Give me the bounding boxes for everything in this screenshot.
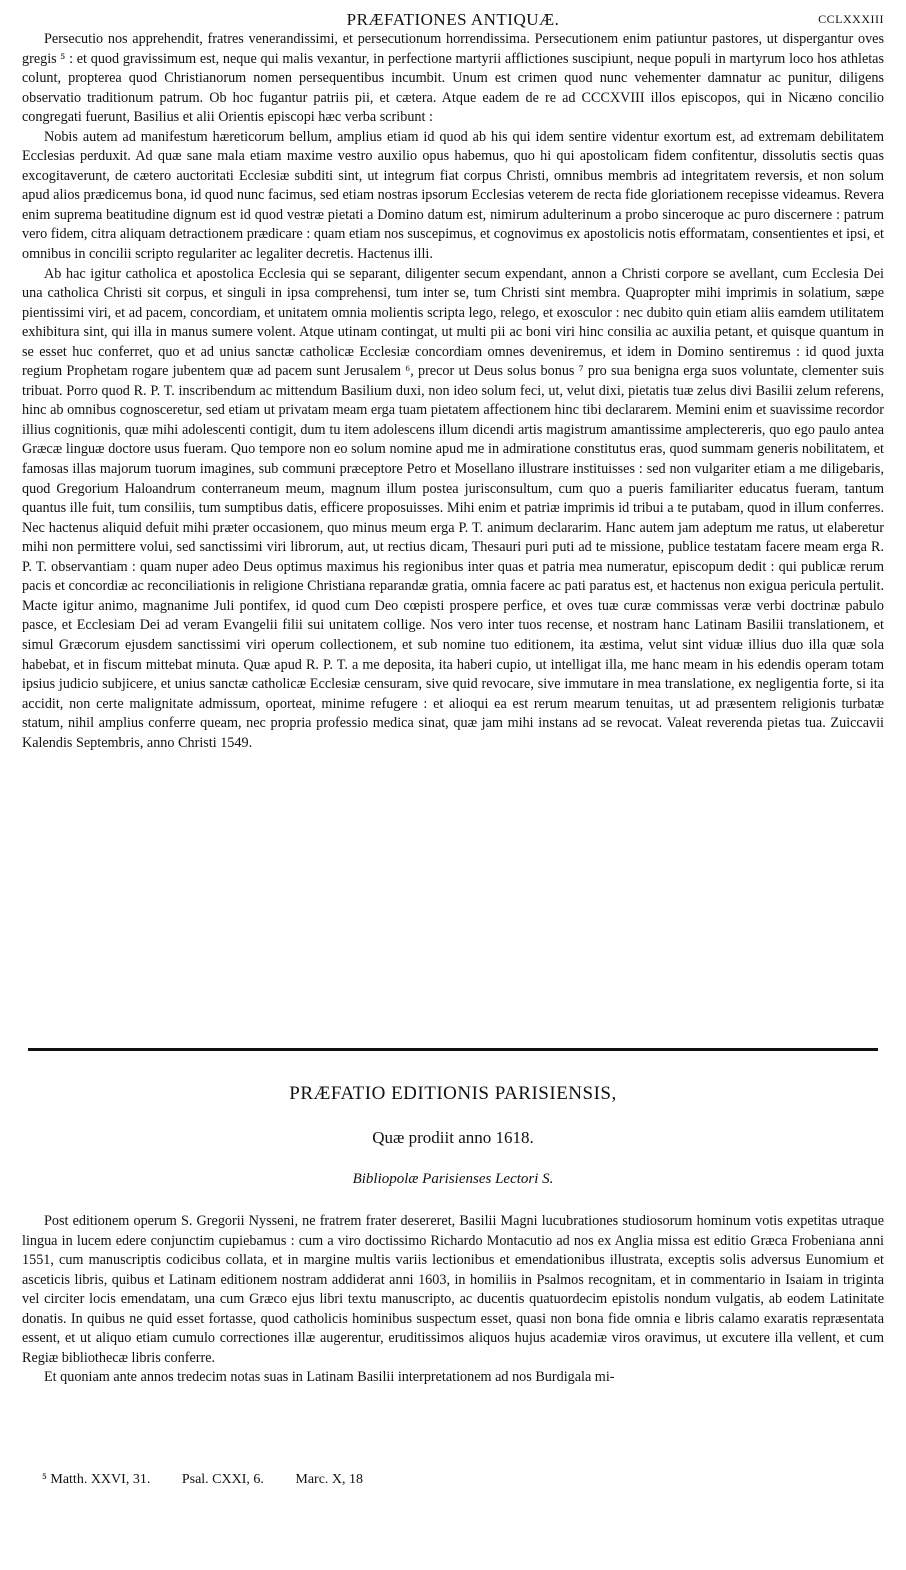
footnote: ⁵ Matth. XXVI, 31. — [42, 1472, 151, 1487]
footnote: Psal. CXXI, 6. — [181, 1472, 264, 1487]
paragraph: Post editionem operum S. Gregorii Nysseni, ne fratrem frater desereret, Basilii Magni lucubrationes studiosorum hominum votis expetitas utraque lingua in lucem edere conjunctim cupiebamus : cum a viro doctissimo Richardo Montacutio ad nos ex Anglia missa est editio Græca Frobeniana anni 1551, cum manuscriptis codicibus collata, et in margine multis variis lectionibus et emendationibus illustrata, exceptis solis adversus Eunomium et asceticis libris, quibus et Latinam editionem nostram addiderat anni 1603, in homiliis in Psalmos recognitam, et in commentario in Isaiam in triginta vel circiter locis emendatam, una cum Græco ejus libri textu manuscripto, ac ducentis quatuordecim epistolis nondum vulgatis, ab eodem Latinitate donatis. In quibus ne quid esset fortasse, quod catholicis hominibus suspectum esset, quasi non bona fide omnia e libris calamo exaratis repræsentata essent, et ut aliquo etiam cumulo correctiones illæ augerentur, eruditissimos aliquos hujus academiæ viros oravimus, ut excutere illa vellent, et cum Regiæ bibliothecæ libris conferre. — [22, 1213, 884, 1366]
section-title: PRÆFATIO EDITIONIS PARISIENSIS, — [289, 1083, 617, 1104]
paragraph: Persecutio nos apprehendit, fratres venerandissimi, et persecutionum horrendissima. Persecutionem enim patiuntur pastores, ut dispergantur oves gregis ⁵ : et quod gravissimum est, neque qui malis vexantur, in perfectione martyrii afflictiones suscipiunt, neque populi in martyrum loco hos athletas colunt, propterea quod Christianorum nomen persequentibus incumbit. Unum est crimen quod nunc vehementer damnatur ac punitur, diligens observatio traditionum patrum. Ob hoc fugantur patriis pii, et cætera. Atque eadem de re ad CCCXVIII illos episcopos, qui in Nicæno concilio congregati fuerunt, Basilius et alii Orientis episcopi hæc verba scribunt : — [22, 31, 884, 126]
paragraph: Nobis autem ad manifestum hæreticorum bellum, amplius etiam id quod ab his qui idem sentire videntur exortum est, ad extremam debilitatem Ecclesias perduxit. Ad quæ sane mala etiam maxime vestro auxilio opus habemus, quo hi qui apostolicam fidem confitentur, dissolutis sectis quas excogitaverunt, de cætero auctoritati Ecclesiæ subditi sint, ut integrum fiat corpus Christi, omnibus membris ad integritatem reversis, et non solum apud alios prædicemus bona, id quod nunc facimus, sed etiam nostras ipsorum Ecclesias veterem de recta fide gloriationem recepisse videamus. Revera enim suprema beatitudine dignum est id quod vestræ pietati a Domino datum est, nimirum adulterinum a probo sinceroque ac puro discernere : patrum vero fidem, citra aliquam detractionem prædicare : quam etiam nos suscepimus, et cognovimus ex apostolicis notis efformatam, consentientes et ipsi, et omnibus in concilii scripto regulariter ac legaliter decretis. Hactenus illi. — [22, 128, 884, 263]
running-head — [0, 8, 906, 32]
paragraph: Et quoniam ante annos tredecim notas suas in Latinam Basilii interpretationem ad nos Burdigala mi- — [44, 1369, 615, 1386]
paragraph: Ab hac igitur catholica et apostolica Ecclesia qui se separant, diligenter secum expendant, annon a Christi corpore se avellant, cum Ecclesia Dei una catholica Christi sit corpus, et singuli in ipsa comprehensi, tum inter se, tum Christi sint membra. Quapropter mihi imprimis in solatium, sæpe pientissimi viri, et ad pacem, concordiam, et unitatem omnia molientis scripta lego, relego, et exosculor : nec dubito quin etiam aliis eamdem utilitatem exhibitura sint, qui illa in manus sumere volent. Atque utinam contingat, ut multi pii ac boni viri hinc consilia ac auxilia petant, et quisque quantum in se esset huc conferret, quo et ad unius sanctæ catholicæ Ecclesiæ concordiam omnes deveniremus, et idem in Domino sentiremus : id quod juxta regium Prophetam rogare jubentem quæ ad pacem sunt Jerusalem ⁶, precor ut Deus solus bonus ⁷ pro sua benigna erga suos voluntate, clementer suis tribuat. Porro quod R. P. T. inscribendum ac mittendum Basilium duxi, non ideo solum feci, ut, velut dixi, pietatis tuæ zelus divi Basilii zelum referens, hinc ab omnibus cognosceretur, sed etiam ut privatam meam erga tuam pietatem affectionem hinc tibi declararem. Memini enim et suavissime recordor illius cognitionis, quæ mihi adolescenti contigit, dum tu item adolescens illum dicendi artis magistrum amantissime amplectereris, quo ego paulo antea Græcæ linguæ doctore usus fueram. Quo tempore non eo solum nomine apud me in admiratione constitutus eras, quod summam generis nobilitatem, et famosas illas majorum tuorum imagines, sub communi præceptore Petro et Mosellano illustrare instituisses : sed non vulgariter etiam a me diligebaris, quod Gregorium Haloandrum conterraneum meum, magnum illum postea jurisconsultum, cum quo a pueris familiariter educatus fueram, tantum quantus ille fuit, tum consiliis, tum sumptibus datis, efficere proposuisses. Mihi enim et patriæ imprimis id tribui a te putabam, quod in illum conferres. Nec hactenus aliquid defuit mihi præter occasionem, quo minus meum erga P. T. animum declararim. Hanc autem jam adeptum me ratus, ut elaberetur mihi non permittere volui, sed sanctissimi viri librorum, aut, ut rectius dicam, Thesauri puri puti ad te missione, publice testatam facere meam erga R. P. T. observantiam : quam nuper adeo Deus optimus maximus his regionibus inter quas et patria mea numeratur, episcopum dedit : qui publicæ rerum pacis et concordiæ ac reconciliationis in religione Christiana reparandæ gratia, omnia facere ac pati paratus est, et hactenus non exigua pericula pertulit. Macte igitur animo, magnanime Juli pontifex, id quod cum Deo cœpisti prospere perfice, et oves tuæ curæ commissas veræ verbi doctrinæ pabulo pasce, et Ecclesiam Dei ad veram Evangelii filii sui unitatem collige. Nos vero inter tuos recense, et nostram hanc Latinam Basilii translationem, et simul Græcorum ejusdem sanctissimi viri operum collectionem, et sub nomine tuo editionem, ita æstima, velut sint viduæ illius duo illa quæ sola habebat, et in fiscum mittebat minuta. Quæ apud R. P. T. a me deposita, ita haberi cupio, ut intelligat illa, me hanc meam in his edendis operam totam ipsius judicio subjicere, et unius sanctæ catholicæ Ecclesiæ censuram, sive quid revocare, sive immutare in mea translatione, ex negligentia forte, si ita accidit, non certe malignitate admissum, oporteat, minime refugere : et alioqui ea est rerum mearum tenuitas, ut ad præsentem religionis turbatæ statum, nihil amplius conferre queam, nec propria professio medica sinat, quæ jam mihi instans ad se revocat. Valeat reverenda pietas tua. Zuiccavii Kalendis Septembris, anno Christi 1549. — [22, 265, 884, 751]
page-number: CCLXXXIII — [818, 12, 884, 26]
running-head-title: PRÆFATIONES ANTIQUÆ. — [346, 10, 560, 29]
preface-body — [22, 30, 884, 753]
footnotes — [42, 1472, 391, 1488]
footnote: Marc. X, 18 — [295, 1472, 364, 1487]
parisian-preface-body — [22, 1212, 884, 1388]
dedication-line: Bibliopolæ Parisienses Lectori S. — [352, 1171, 554, 1187]
section-subtitle: Quæ prodiit anno 1618. — [372, 1128, 534, 1147]
section-divider — [28, 1048, 878, 1051]
